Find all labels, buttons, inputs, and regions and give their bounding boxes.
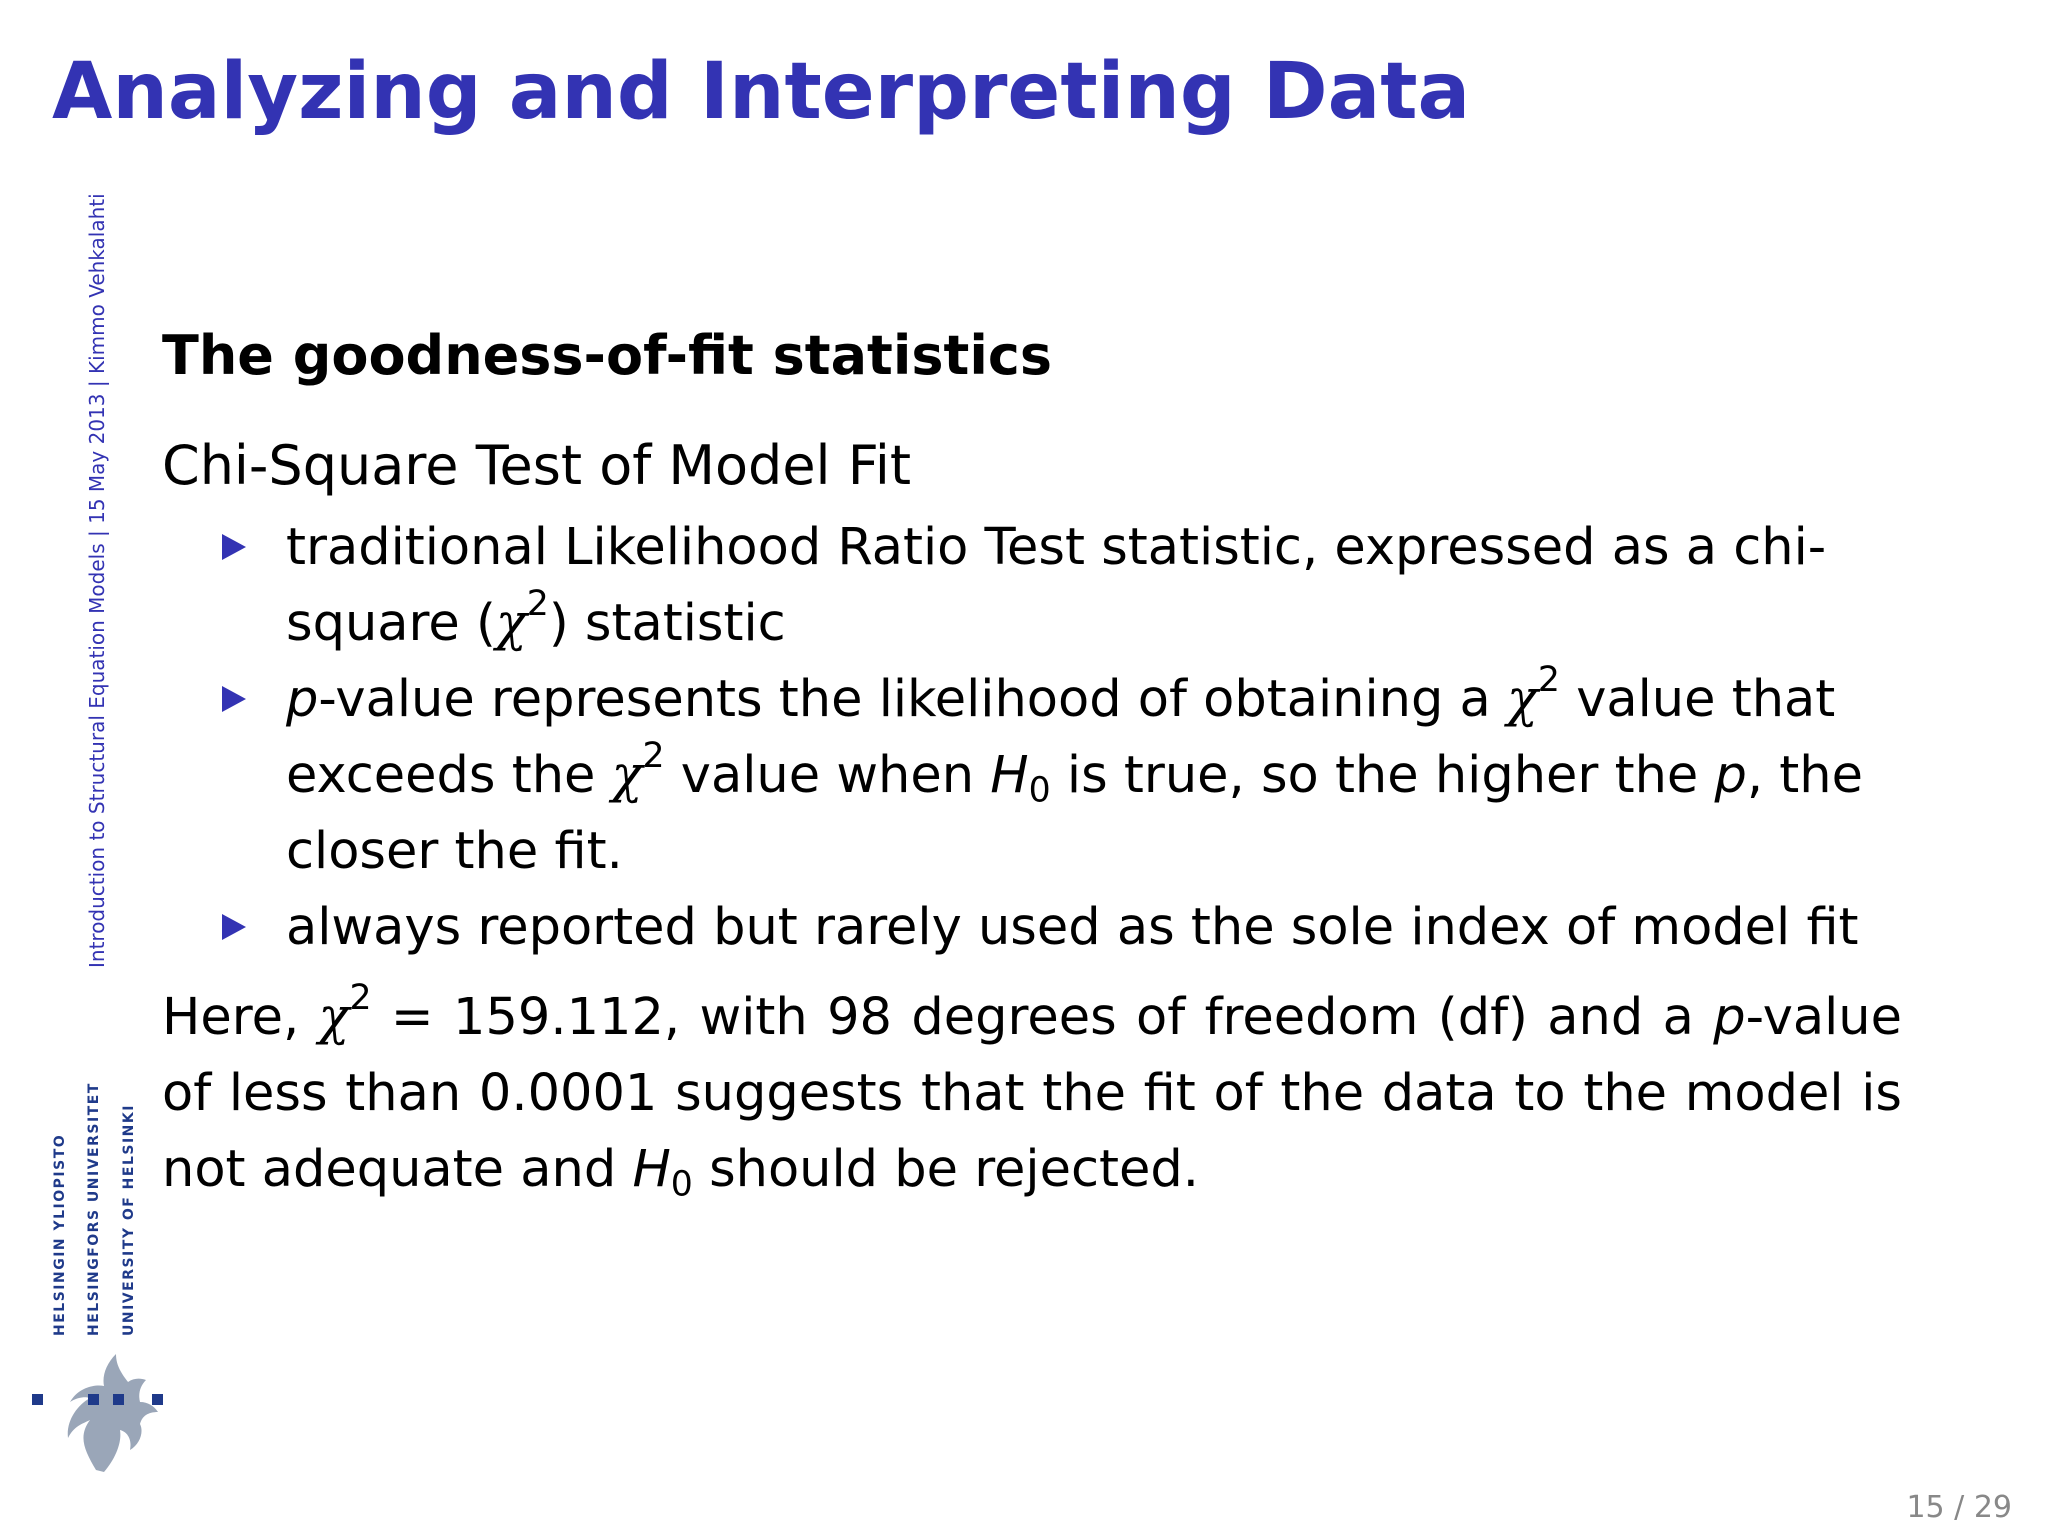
logo-text-english: UNIVERSITY OF HELSINKI xyxy=(121,1104,137,1336)
h0-symbol: H xyxy=(990,746,1029,805)
bullet-triangle-icon xyxy=(222,534,246,560)
p-symbol: p xyxy=(286,670,319,729)
flame-logo-icon xyxy=(24,1340,174,1480)
h0-symbol: H xyxy=(632,1140,671,1199)
p-symbol: p xyxy=(1713,988,1746,1047)
logo-text-finnish: HELSINGIN YLIOPISTO xyxy=(52,1133,68,1336)
page-number: 15 / 29 xyxy=(1906,1490,2012,1525)
p-symbol: p xyxy=(1714,746,1747,805)
summary-paragraph: Here, $\chi^2 = 159.112$, with 98 degrees of freedom (df) and a p-value of less than 0.0001 suggests that the fit of the data to the model is not adequate and $H_0$ should be rejected. xyxy=(162,978,1902,1205)
bullet-item: always reported but rarely used as the sole index of model fit xyxy=(162,890,1950,966)
chi-symbol: χ xyxy=(611,746,643,805)
slide-subtitle: The goodness-of-fit statistics xyxy=(162,324,1052,387)
logo-text-swedish: HELSINGFORS UNIVERSITET xyxy=(86,1082,102,1336)
section-heading: Chi-Square Test of Model Fit xyxy=(162,434,912,497)
bullet-item: traditional Likelihood Ratio Test statistic, expressed as a chi-square $(\chi^2)$ statistic xyxy=(162,510,1950,662)
sidebar-footer-text: Introduction to Structural Equation Models | 15 May 2013 | Kimmo Vehkalahti xyxy=(85,193,109,968)
chi-symbol: χ xyxy=(1507,670,1538,729)
slide-title: Analyzing and Interpreting Data xyxy=(52,47,1471,137)
chi-symbol: χ xyxy=(495,594,527,653)
chi-symbol: χ xyxy=(318,988,350,1047)
bullet-triangle-icon xyxy=(222,686,246,712)
slide-content xyxy=(162,318,1922,1208)
bullet-item: p-value represents the likelihood of obtaining a $\chi^2$ value that exceeds the $\chi^2$ value when $H_0$ is true, so the higher the p, the closer the fit. xyxy=(162,662,1950,890)
bullet-list xyxy=(162,510,1922,966)
bullet-triangle-icon xyxy=(222,914,246,940)
